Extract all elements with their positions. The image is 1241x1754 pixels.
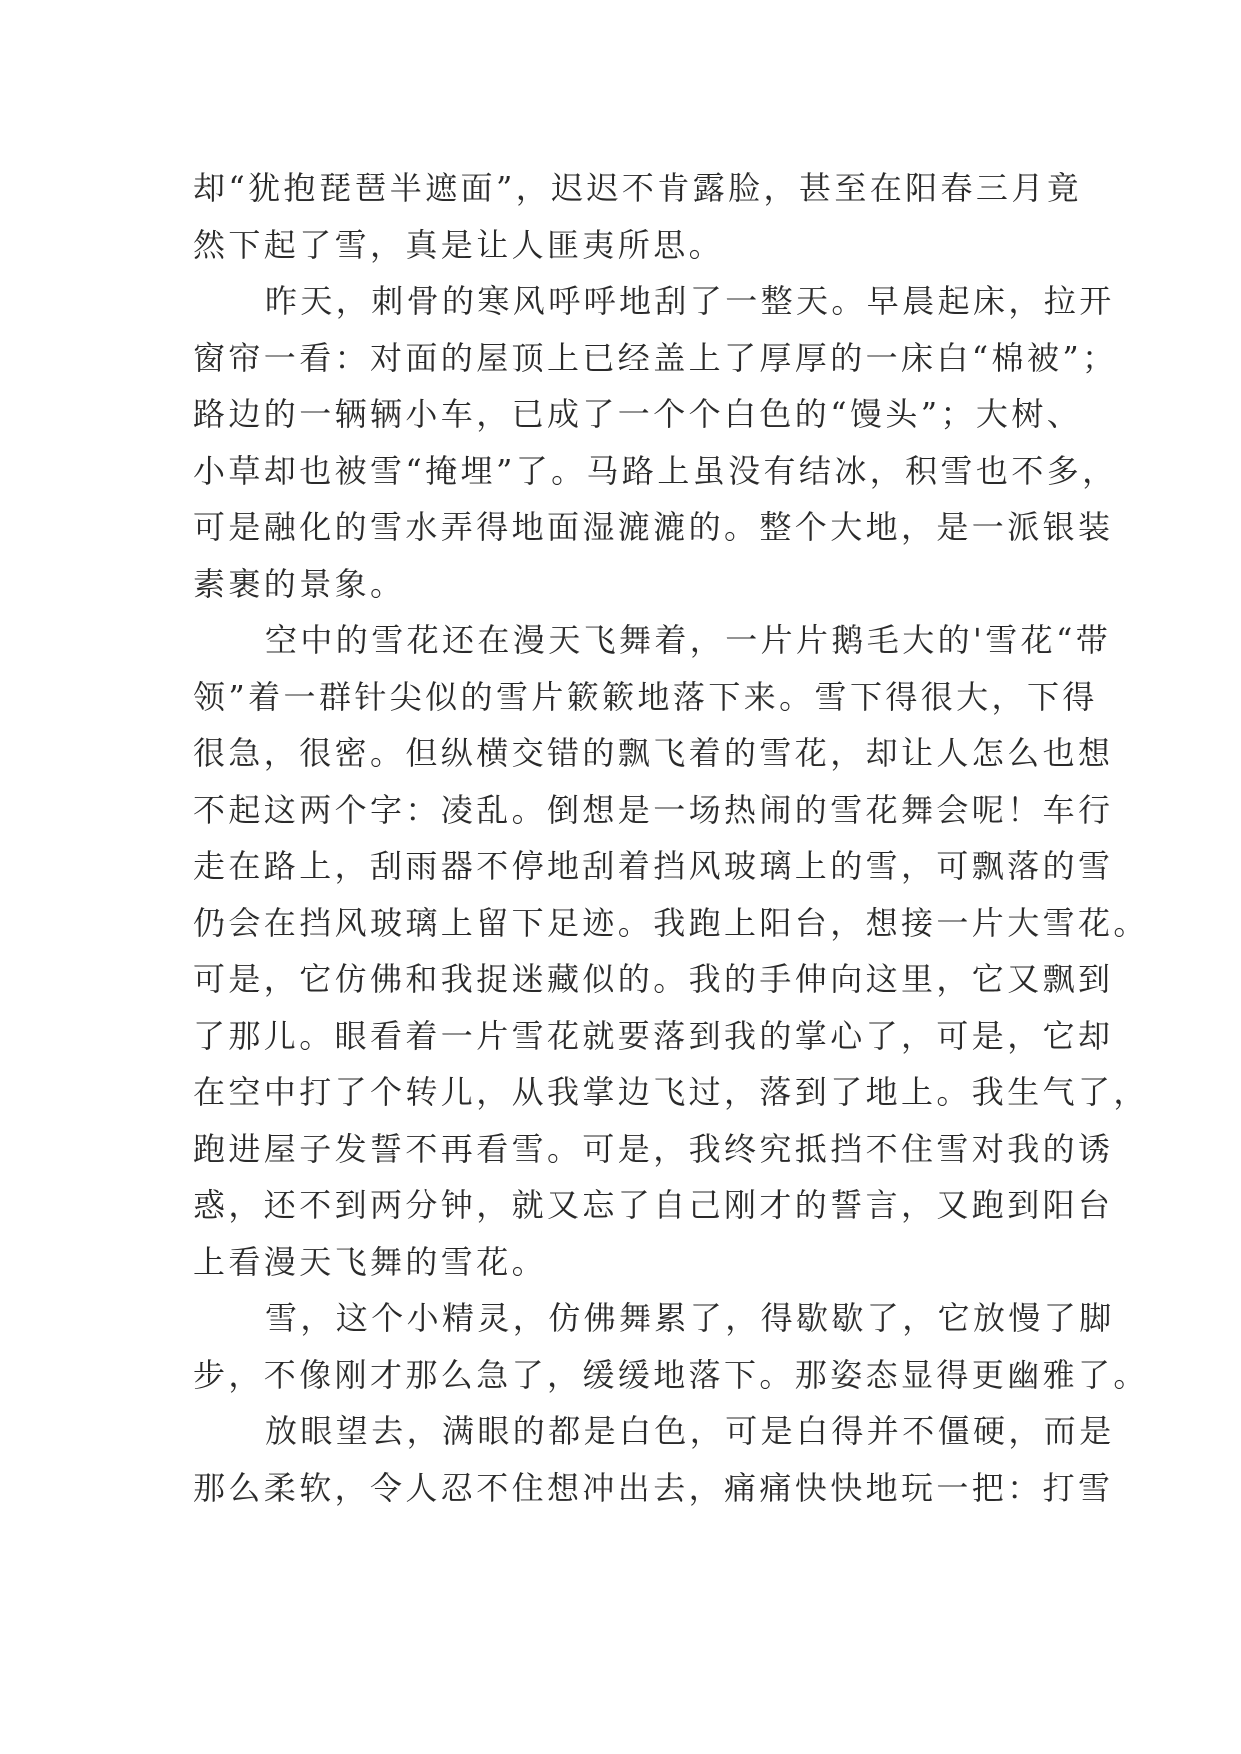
text-line: 不起这两个字：凌乱。倒想是一场热闹的雪花舞会呢！车行 (193, 790, 1114, 829)
text-line: 窗帘一看：对面的屋顶上已经盖上了厚厚的一床白“棉被”； (193, 338, 1118, 377)
text-line: 昨天，刺骨的寒风呼呼地刮了一整天。早晨起床，拉开 (265, 282, 1115, 320)
text-line: 小草却也被雪“掩埋”了。马路上虽没有结冰，积雪也不多， (193, 451, 1118, 490)
text-line: 了那儿。眼看着一片雪花就要落到我的掌心了，可是，它却 (193, 1016, 1114, 1055)
text-line: 可是，它仿佛和我捉迷藏似的。我的手伸向这里，它又飘到 (193, 960, 1114, 998)
text-line: 却“犹抱琵琶半遮面”，迟迟不肯露脸，甚至在阳春三月竟 (193, 169, 1083, 207)
text-line: 路边的一辆辆小车，已成了一个个白色的“馒头”；大树、 (193, 395, 1083, 433)
text-line: 走在路上，刮雨器不停地刮着挡风玻璃上的雪，可飘落的雪 (193, 847, 1114, 885)
text-line: 步，不像刚才那么急了，缓缓地落下。那姿态显得更幽雅了。 (193, 1355, 1149, 1394)
text-line: 雪，这个小精灵，仿佛舞累了，得歇歇了，它放慢了脚 (265, 1299, 1115, 1337)
text-line: 可是融化的雪水弄得地面湿漉漉的。整个大地，是一派银装 (193, 508, 1114, 546)
text-line: 仍会在挡风玻璃上留下足迹。我跑上阳台，想接一片大雪花。 (193, 903, 1149, 942)
text-line: 那么柔软，令人忍不住想冲出去，痛痛快快地玩一把：打雪 (193, 1468, 1114, 1507)
text-line: 素裹的景象。 (193, 564, 406, 603)
text-line: 上看漫天飞舞的雪花。 (193, 1242, 548, 1281)
essay-text (193, 160, 1149, 1516)
text-line: 领”着一群针尖似的雪片簌簌地落下来。雪下得很大，下得 (193, 677, 1098, 716)
text-line: 跑进屋子发誓不再看雪。可是，我终究抵挡不住雪对我的诱 (193, 1129, 1114, 1168)
text-line: 惑，还不到两分钟，就又忘了自己刚才的誓言，又跑到阳台 (193, 1186, 1114, 1224)
text-line: 然下起了雪，真是让人匪夷所思。 (193, 225, 725, 264)
text-line: 在空中打了个转儿，从我掌边飞过，落到了地上。我生气了， (193, 1073, 1149, 1111)
text-line: 空中的雪花还在漫天飞舞着，一片片鹅毛大的'雪花“带 (265, 621, 1112, 659)
text-line: 放眼望去，满眼的都是白色，可是白得并不僵硬，而是 (265, 1412, 1115, 1450)
text-line: 很急，很密。但纵横交错的飘飞着的雪花，却让人怎么也想 (193, 734, 1114, 772)
